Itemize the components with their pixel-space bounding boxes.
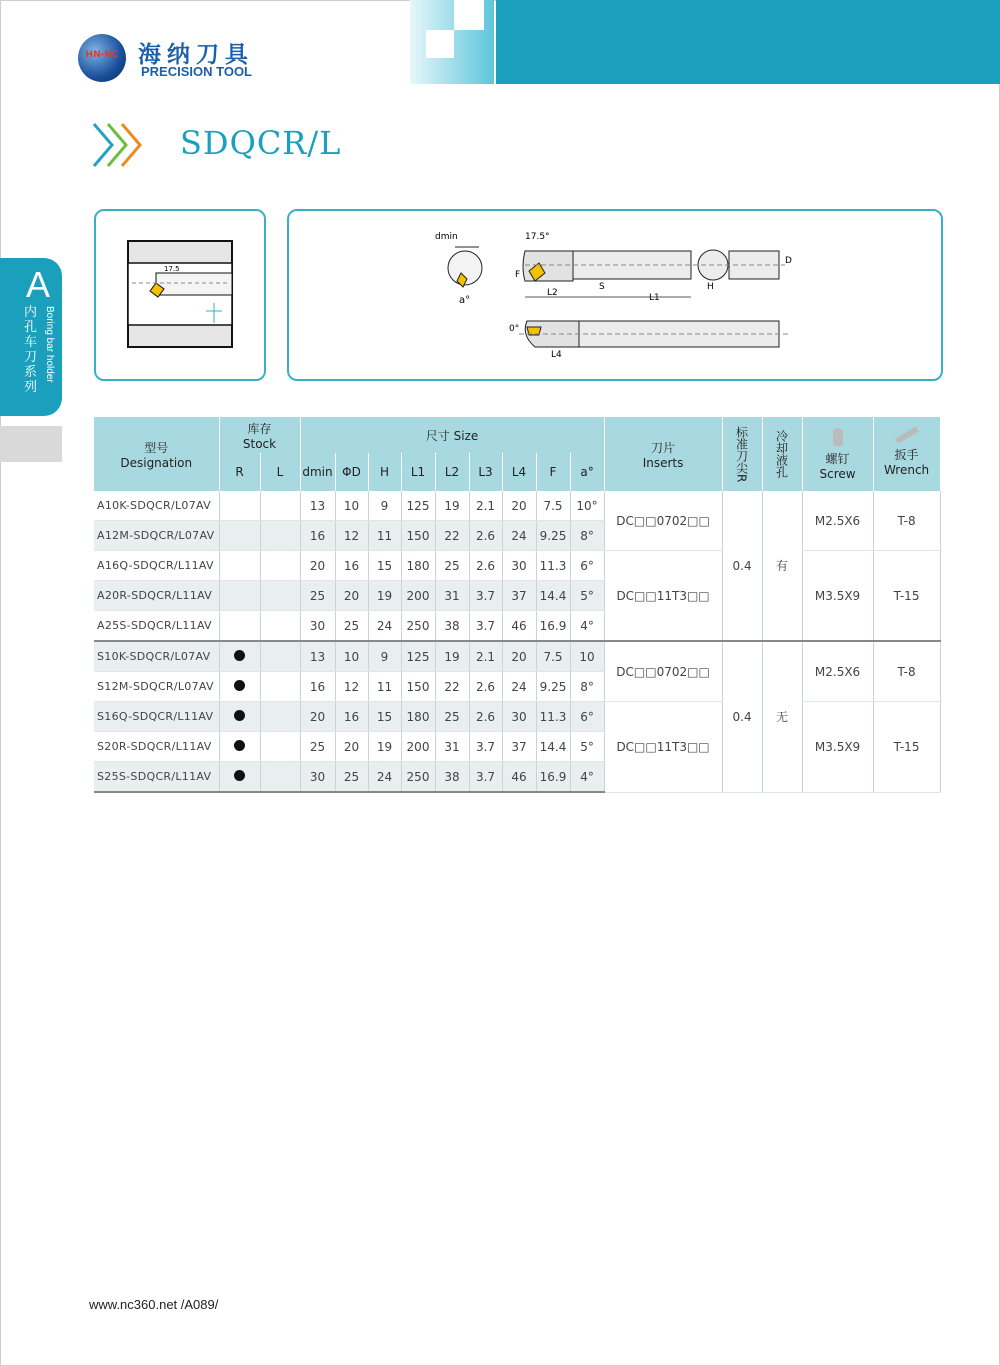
dimension-cell: 31	[435, 732, 469, 762]
logo-text: HN-NC	[85, 50, 119, 60]
stock-l-cell	[260, 581, 300, 611]
dimension-cell: 4°	[570, 762, 604, 793]
footer-url: www.nc360.net /A089/	[89, 1297, 219, 1312]
designation-cell: A12M-SDQCR/L07AV	[94, 521, 219, 551]
dimension-cell: 150	[401, 521, 435, 551]
header-dim: a°	[570, 453, 604, 491]
diagram-label-D: D	[785, 256, 792, 266]
designation-cell: S12M-SDQCR/L07AV	[94, 672, 219, 702]
dimension-cell: 10°	[570, 491, 604, 521]
header-stock	[219, 417, 300, 453]
stock-r-cell	[219, 702, 260, 732]
dimension-cell: 13	[300, 491, 335, 521]
dimension-cell: 20	[335, 732, 368, 762]
header-model-en: Designation	[120, 455, 193, 470]
dimension-cell: 24	[368, 611, 401, 642]
header-radius-cn: 标准刀尖R	[734, 425, 749, 483]
spec-table-body	[94, 491, 940, 792]
designation-cell: S10K-SDQCR/L07AV	[94, 641, 219, 672]
in-stock-dot-icon	[234, 650, 245, 661]
stock-r-cell	[219, 641, 260, 672]
dimension-cell: 20	[300, 702, 335, 732]
dimension-cell: 180	[401, 551, 435, 581]
dimension-cell: 12	[335, 672, 368, 702]
insert-cell: DC□□0702□□	[604, 491, 722, 551]
dimension-cell: 11.3	[536, 702, 570, 732]
dimension-cell: 24	[502, 672, 536, 702]
stock-l-cell	[260, 702, 300, 732]
wrench-cell: T-8	[873, 491, 940, 551]
diagram-label-zero: 0°	[509, 324, 520, 334]
insert-cell: DC□□11T3□□	[604, 551, 722, 642]
tab-gray-bar	[0, 426, 62, 462]
diagram-label-H: H	[707, 282, 714, 292]
dimension-cell: 125	[401, 491, 435, 521]
designation-cell: A16Q-SDQCR/L11AV	[94, 551, 219, 581]
dimension-cell: 25	[435, 702, 469, 732]
dimension-cell: 46	[502, 762, 536, 793]
dimension-cell: 2.6	[469, 672, 502, 702]
in-stock-dot-icon	[234, 680, 245, 691]
dimension-cell: 2.6	[469, 702, 502, 732]
dimension-cell: 8°	[570, 672, 604, 702]
header-size-en: Size	[453, 428, 479, 443]
dimension-cell: 16	[300, 672, 335, 702]
stock-l-cell	[260, 641, 300, 672]
header-model	[94, 417, 219, 491]
dimension-cell: 25	[435, 551, 469, 581]
header-screw	[802, 417, 873, 491]
dimension-cell: 6°	[570, 551, 604, 581]
header-corner-radius	[722, 417, 762, 491]
dimension-cell: 200	[401, 732, 435, 762]
stock-l-cell	[260, 732, 300, 762]
header-dim: H	[368, 453, 401, 491]
dimension-cell: 38	[435, 611, 469, 642]
header-dim: L1	[401, 453, 435, 491]
dimension-cell: 38	[435, 762, 469, 793]
dimension-cell: 19	[368, 581, 401, 611]
dimension-cell: 200	[401, 581, 435, 611]
stock-r-cell	[219, 521, 260, 551]
page-title: SDQCR/L	[180, 124, 342, 162]
dimension-cell: 20	[502, 641, 536, 672]
header-decoration-square	[454, 0, 484, 30]
coolant-cell: 无	[762, 641, 802, 792]
boring-application-diagram	[96, 211, 264, 379]
dimension-cell: 3.7	[469, 611, 502, 642]
dimension-cell: 15	[368, 551, 401, 581]
dimension-cell: 2.1	[469, 641, 502, 672]
wrench-cell: T-15	[873, 551, 940, 642]
stock-l-cell	[260, 611, 300, 642]
dimension-diagram-box	[287, 209, 943, 381]
dimension-cell: 25	[300, 732, 335, 762]
table-row	[94, 702, 940, 732]
diagram-label-L2: L2	[547, 288, 558, 298]
dimension-cell: 30	[502, 702, 536, 732]
dimension-cell: 37	[502, 732, 536, 762]
dimension-cell: 22	[435, 521, 469, 551]
dimension-cell: 20	[300, 551, 335, 581]
header-dim: L3	[469, 453, 502, 491]
section-tab-letter: A	[26, 264, 51, 305]
header-size-cn: 尺寸	[425, 428, 450, 443]
header-size	[300, 417, 604, 453]
diagram-label-F: F	[515, 270, 521, 280]
header-screw-cn: 螺钉	[825, 451, 850, 466]
dimension-cell: 2.6	[469, 551, 502, 581]
wrench-cell: T-15	[873, 702, 940, 793]
diagram-label-a: a°	[459, 295, 471, 306]
header-band	[496, 0, 1000, 84]
dimension-cell: 2.1	[469, 491, 502, 521]
table-row	[94, 491, 940, 521]
stock-l-cell	[260, 672, 300, 702]
section-tab-en: Boring bar holder	[44, 306, 55, 383]
dimension-cell: 6°	[570, 702, 604, 732]
in-stock-dot-icon	[234, 770, 245, 781]
dimension-cell: 30	[300, 762, 335, 793]
dimension-cell: 25	[335, 611, 368, 642]
dimension-cell: 9.25	[536, 672, 570, 702]
dimension-cell: 25	[300, 581, 335, 611]
in-stock-dot-icon	[234, 710, 245, 721]
header-decoration-square	[426, 30, 454, 58]
dimension-cell: 24	[368, 762, 401, 793]
header-screw-en: Screw	[819, 466, 856, 481]
designation-cell: S25S-SDQCR/L11AV	[94, 762, 219, 793]
screw-icon	[833, 428, 843, 446]
designation-cell: A25S-SDQCR/L11AV	[94, 611, 219, 642]
dimension-cell: 125	[401, 641, 435, 672]
wrench-icon	[895, 426, 919, 443]
stock-l-cell	[260, 521, 300, 551]
dimension-cell: 10	[570, 641, 604, 672]
dimension-cell: 4°	[570, 611, 604, 642]
header-coolant-cn: 冷却液孔	[774, 430, 789, 478]
header-stock-r: R	[219, 453, 260, 491]
dimension-cell: 24	[502, 521, 536, 551]
dimension-cell: 13	[300, 641, 335, 672]
dimension-diagram	[289, 211, 941, 379]
dimension-cell: 19	[435, 491, 469, 521]
header-insert-en: Inserts	[642, 455, 684, 470]
brand-name-cn: 海纳刀具	[138, 42, 254, 68]
dimension-cell: 9	[368, 641, 401, 672]
header-model-cn: 型号	[144, 440, 169, 455]
dimension-cell: 10	[335, 491, 368, 521]
dimension-cell: 31	[435, 581, 469, 611]
dimension-cell: 16	[335, 551, 368, 581]
dimension-cell: 9.25	[536, 521, 570, 551]
screw-cell: M3.5X9	[802, 551, 873, 642]
dimension-cell: 8°	[570, 521, 604, 551]
diagram-label-S: S	[599, 282, 605, 292]
dimension-cell: 250	[401, 611, 435, 642]
dimension-cell: 10	[335, 641, 368, 672]
diagram-label-L1: L1	[649, 293, 660, 303]
insert-cell: DC□□0702□□	[604, 641, 722, 702]
dimension-cell: 15	[368, 702, 401, 732]
stock-l-cell	[260, 491, 300, 521]
dimension-cell: 3.7	[469, 581, 502, 611]
stock-r-cell	[219, 491, 260, 521]
dimension-cell: 30	[300, 611, 335, 642]
table-row	[94, 551, 940, 581]
header-wrench-cn: 扳手	[894, 447, 919, 462]
dimension-cell: 7.5	[536, 641, 570, 672]
diagram-label-L4: L4	[551, 350, 562, 360]
dimension-cell: 19	[435, 641, 469, 672]
stock-r-cell	[219, 762, 260, 793]
header-wrench	[873, 417, 940, 491]
diagram-label-dmin: dmin	[435, 232, 458, 242]
spec-table	[94, 417, 941, 793]
stock-r-cell	[219, 581, 260, 611]
dimension-cell: 9	[368, 491, 401, 521]
diagram-label-angle: 17.5	[164, 265, 180, 273]
dimension-cell: 30	[502, 551, 536, 581]
header-stock-cn: 库存	[247, 421, 272, 436]
header-coolant	[762, 417, 802, 491]
section-tab-cn: 内孔车刀系列	[24, 305, 38, 395]
dimension-cell: 7.5	[536, 491, 570, 521]
dimension-cell: 14.4	[536, 581, 570, 611]
stock-r-cell	[219, 611, 260, 642]
designation-cell: S16Q-SDQCR/L11AV	[94, 702, 219, 732]
chevrons-icon	[92, 120, 152, 170]
dimension-cell: 37	[502, 581, 536, 611]
header-wrench-en: Wrench	[883, 462, 930, 477]
header-stock-en: Stock	[242, 436, 277, 451]
designation-cell: A10K-SDQCR/L07AV	[94, 491, 219, 521]
screw-cell: M2.5X6	[802, 641, 873, 702]
stock-r-cell	[219, 551, 260, 581]
dimension-cell: 250	[401, 762, 435, 793]
dimension-cell: 2.6	[469, 521, 502, 551]
corner-radius-cell: 0.4	[722, 641, 762, 792]
diagram-label-angle: 17.5°	[525, 232, 550, 242]
dimension-cell: 3.7	[469, 732, 502, 762]
coolant-cell: 有	[762, 491, 802, 641]
designation-cell: A20R-SDQCR/L11AV	[94, 581, 219, 611]
dimension-cell: 20	[502, 491, 536, 521]
dimension-cell: 46	[502, 611, 536, 642]
stock-r-cell	[219, 732, 260, 762]
wrench-cell: T-8	[873, 641, 940, 702]
dimension-cell: 5°	[570, 732, 604, 762]
brand-name-en: PRECISION TOOL	[141, 64, 252, 79]
dimension-cell: 180	[401, 702, 435, 732]
dimension-cell: 5°	[570, 581, 604, 611]
table-row	[94, 641, 940, 672]
dimension-cell: 16.9	[536, 611, 570, 642]
screw-cell: M2.5X6	[802, 491, 873, 551]
dimension-cell: 150	[401, 672, 435, 702]
dimension-cell: 16	[300, 521, 335, 551]
corner-radius-cell: 0.4	[722, 491, 762, 641]
boring-application-box	[94, 209, 266, 381]
dimension-cell: 12	[335, 521, 368, 551]
dimension-cell: 20	[335, 581, 368, 611]
dimension-cell: 22	[435, 672, 469, 702]
dimension-cell: 16.9	[536, 762, 570, 793]
dimension-cell: 19	[368, 732, 401, 762]
header-dim: L2	[435, 453, 469, 491]
dimension-cell: 11	[368, 521, 401, 551]
in-stock-dot-icon	[234, 740, 245, 751]
dimension-cell: 25	[335, 762, 368, 793]
header-dim: ΦD	[335, 453, 368, 491]
stock-r-cell	[219, 672, 260, 702]
designation-cell: S20R-SDQCR/L11AV	[94, 732, 219, 762]
dimension-cell: 3.7	[469, 762, 502, 793]
insert-cell: DC□□11T3□□	[604, 702, 722, 793]
dimension-cell: 11.3	[536, 551, 570, 581]
stock-l-cell	[260, 762, 300, 793]
header-dim: L4	[502, 453, 536, 491]
dimension-cell: 14.4	[536, 732, 570, 762]
stock-l-cell	[260, 551, 300, 581]
header-inserts	[604, 417, 722, 491]
screw-cell: M3.5X9	[802, 702, 873, 793]
dimension-cell: 16	[335, 702, 368, 732]
header-dim: F	[536, 453, 570, 491]
header-dim: dmin	[300, 453, 335, 491]
header-stock-l: L	[260, 453, 300, 491]
dimension-cell: 11	[368, 672, 401, 702]
header-insert-cn: 刀片	[651, 440, 676, 455]
